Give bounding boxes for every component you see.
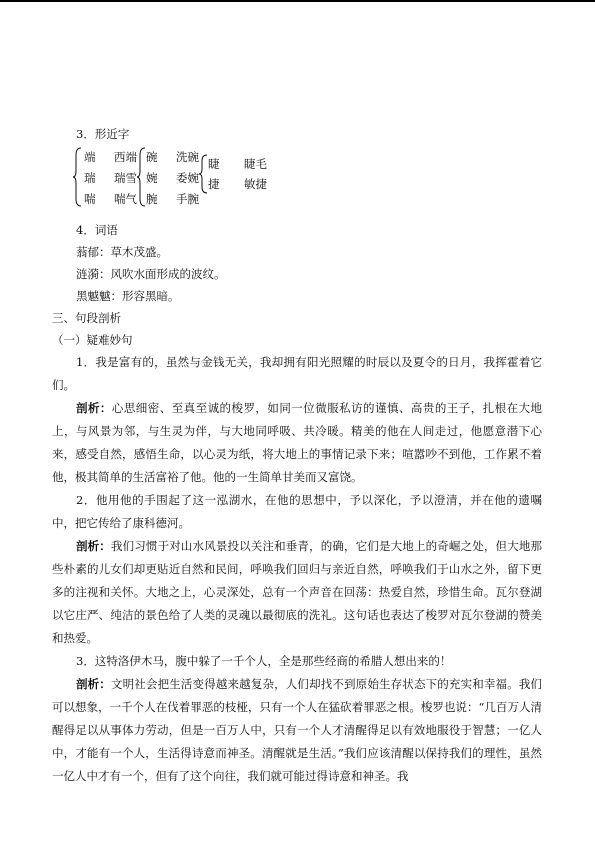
- g3-word-1: 睫毛: [244, 157, 267, 171]
- g2-word-3: 手腕: [176, 192, 199, 206]
- g2-char-3: 腕: [146, 192, 158, 206]
- analysis-label: 剖析：: [76, 539, 111, 553]
- analysis-text: 文明社会把生活变得越来越复杂，人们却找不到原始生存状态下的充实和幸福。我们可以想象，一千个人在伐着罪恶的枝桠，只有一个人在猛砍着罪恶之根。梭罗也说：“几百万人清醒得足以从事体力劳动，但是一百万人中，只有一个人才清醒得足以有效地服役于智慧；一亿人中，才能有一个人，生活得诗意而神圣。清醒就是生活。”我们应该清醒以保持我们的理性，虽然一亿人中才有一个，但有了这个向往，我们就可能过得诗意和神圣。我: [52, 677, 543, 783]
- section-heading-xingjinzi: 3．形近字: [76, 127, 130, 141]
- g1-char-1: 端: [84, 150, 96, 164]
- brace-group-1: [74, 147, 82, 207]
- section-heading-ciyu: 4．词语: [76, 223, 118, 237]
- analysis-2: [52, 535, 544, 650]
- analysis-text: 心思细密、至真至诚的梭罗，如同一位微服私访的谨慎、高贵的王子，扎根在大地上，与风景为邻，与生灵为伴，与大地同呼吸、共冷暖。精美的他在人间走过，他愿意潜下心来，感受自然，感悟生命，以心灵为纸，将大地上的事情记录下来；喧嚣吵不到他，工作累不着他，极其简单的生活富裕了他。他的一生简单甘美而又富饶。: [52, 401, 543, 484]
- g3-char-2: 捷: [208, 177, 220, 191]
- ciyu-item-3: 黑魆魆：形容黑暗。: [76, 289, 180, 303]
- analysis-text: 我们习惯于对山水风景投以关注和垂青，的确，它们是大地上的奇崛之处，但大地那些朴素的儿女们却更贴近自然和民间，呼唤我们回归与亲近自然，呼唤我们于山水之外，留下更多的注视和关怀。大地之上，心灵深处，总有一个声音在回荡：热爱自然，珍惜生命。瓦尔登湖以它庄严、纯洁的景色给了人类的灵魂以最彻底的洗礼。这句话也表达了梭罗对瓦尔登湖的赞美和热爱。: [52, 539, 543, 645]
- brace-group-3: [200, 154, 208, 194]
- top-border-rule: [0, 0, 595, 2]
- document-body: [52, 123, 544, 788]
- g2-word-1: 洗碗: [176, 150, 199, 164]
- g2-char-2: 婉: [146, 171, 158, 185]
- g1-word-1: 西端: [114, 150, 137, 164]
- g3-word-2: 敏捷: [244, 177, 267, 191]
- g1-char-2: 瑞: [84, 171, 96, 185]
- g1-word-2: 瑞雪: [114, 171, 137, 185]
- g1-word-3: 喘气: [114, 192, 137, 206]
- analysis-label: 剖析：: [76, 677, 111, 691]
- subsection-heading-yinanmiaoju: （一）疑难妙句: [52, 333, 133, 347]
- g1-char-3: 喘: [84, 192, 96, 206]
- brace-group-2: [138, 147, 146, 207]
- ciyu-item-2: 涟漪：风吹水面形成的波纹。: [76, 267, 226, 281]
- g2-word-2: 委婉: [176, 171, 199, 185]
- g3-char-1: 睫: [208, 157, 220, 171]
- sentence-3: 3．这特洛伊木马，腹中躲了一千个人，全是那些经商的希腊人想出来的！: [76, 654, 452, 668]
- analysis-1: [52, 397, 544, 489]
- analysis-3: [52, 673, 544, 788]
- g2-char-1: 碗: [146, 150, 158, 164]
- sentence-2: 2．他用他的手围起了这一泓湖水，在他的思想中，予以深化，予以澄清，并在他的遗嘱中，把它传给了康科德河。: [52, 493, 542, 530]
- sentence-1: 1．我是富有的，虽然与金钱无关，我却拥有阳光照耀的时辰以及夏令的日月，我挥霍着它们。: [52, 355, 542, 392]
- analysis-label: 剖析：: [76, 401, 112, 415]
- section-heading-juduan: 三、句段剖析: [52, 311, 121, 325]
- xingjinzi-table: [76, 145, 544, 219]
- ciyu-item-1: 蓊郁：草木茂盛。: [76, 245, 168, 259]
